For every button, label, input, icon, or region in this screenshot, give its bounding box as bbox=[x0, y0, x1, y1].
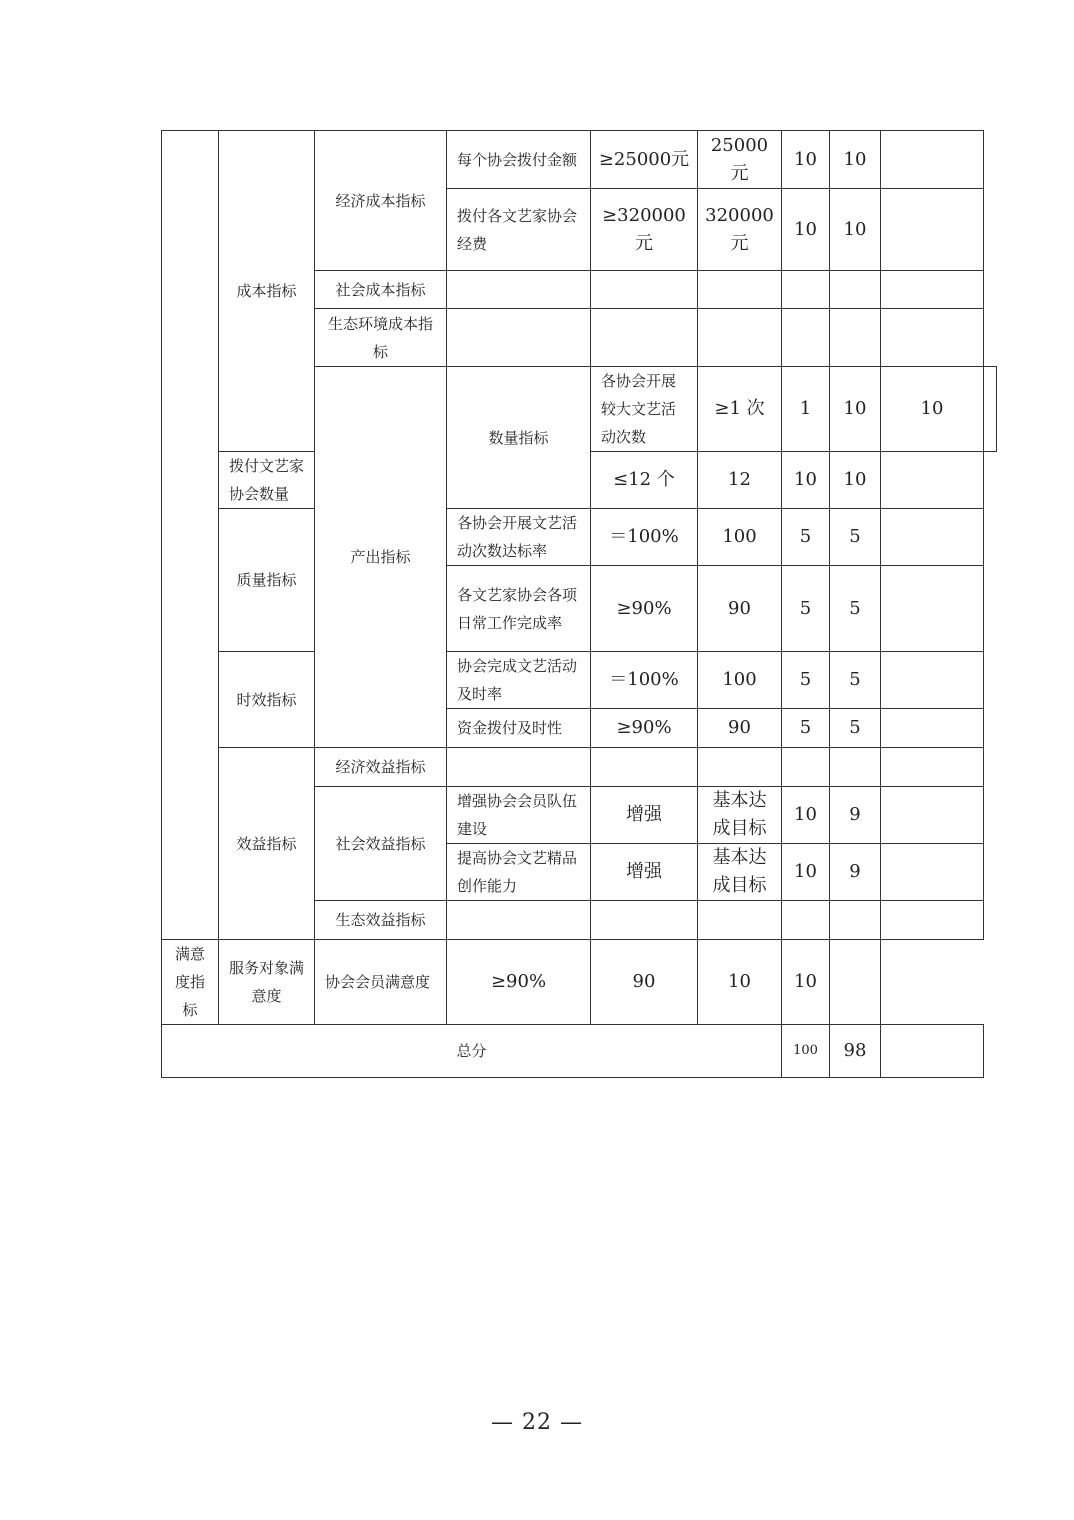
level3-eco-benefit: 生态效益指标 bbox=[315, 901, 447, 940]
actual-value: 90 bbox=[698, 566, 782, 652]
empty-cell bbox=[881, 748, 984, 787]
empty-cell bbox=[782, 309, 830, 367]
actual-value: 1 bbox=[782, 367, 830, 452]
indicator-name: 拨付各文艺家协会经费 bbox=[447, 189, 591, 271]
empty-cell bbox=[591, 748, 698, 787]
weight-value: 10 bbox=[782, 452, 830, 509]
empty-cell bbox=[881, 309, 984, 367]
remark-cell bbox=[881, 652, 984, 709]
weight-value: 5 bbox=[782, 509, 830, 566]
weight-value: 5 bbox=[782, 652, 830, 709]
indicator-name: 资金拨付及时性 bbox=[447, 709, 591, 748]
actual-value: 100 bbox=[698, 652, 782, 709]
target-value: ＝100% bbox=[591, 509, 698, 566]
score-value: 9 bbox=[830, 844, 881, 901]
empty-cell bbox=[782, 901, 830, 940]
weight-value: 10 bbox=[782, 131, 830, 189]
score-value: 5 bbox=[830, 566, 881, 652]
empty-cell bbox=[698, 309, 782, 367]
target-value: ≥25000元 bbox=[591, 131, 698, 189]
empty-cell bbox=[591, 271, 698, 309]
score-value: 10 bbox=[881, 367, 984, 452]
target-value: ≥1 次 bbox=[698, 367, 782, 452]
remark-cell bbox=[881, 709, 984, 748]
level2-satisfaction: 满意度指标 bbox=[162, 940, 219, 1025]
indicator-name: 协会会员满意度 bbox=[315, 940, 447, 1025]
indicator-name: 协会完成文艺活动及时率 bbox=[447, 652, 591, 709]
level3-timeliness: 时效指标 bbox=[219, 652, 315, 748]
empty-cell bbox=[782, 748, 830, 787]
remark-cell bbox=[881, 452, 984, 509]
actual-value: 25000元 bbox=[698, 131, 782, 189]
empty-cell bbox=[830, 271, 881, 309]
indicator-name: 拨付文艺家协会数量 bbox=[219, 452, 315, 509]
indicator-name: 各协会开展文艺活动次数达标率 bbox=[447, 509, 591, 566]
actual-value: 320000元 bbox=[698, 189, 782, 271]
empty-cell bbox=[830, 748, 881, 787]
target-value: ≥320000元 bbox=[591, 189, 698, 271]
empty-cell bbox=[698, 901, 782, 940]
level3-quantity: 数量指标 bbox=[447, 367, 591, 509]
weight-value: 10 bbox=[782, 844, 830, 901]
actual-value: 基本达成目标 bbox=[698, 787, 782, 844]
empty-cell bbox=[591, 901, 698, 940]
remark-cell bbox=[881, 566, 984, 652]
level2-benefit: 效益指标 bbox=[219, 748, 315, 940]
target-value: ≥90% bbox=[447, 940, 591, 1025]
empty-cell bbox=[698, 271, 782, 309]
total-weight: 100 bbox=[782, 1025, 830, 1078]
weight-value: 10 bbox=[782, 787, 830, 844]
empty-cell bbox=[591, 309, 698, 367]
weight-value: 10 bbox=[782, 189, 830, 271]
target-value: 增强 bbox=[591, 787, 698, 844]
indicator-name: 各文艺家协会各项日常工作完成率 bbox=[447, 566, 591, 652]
remark-cell bbox=[881, 1025, 984, 1078]
level3-econ-benefit: 经济效益指标 bbox=[315, 748, 447, 787]
level3-service-satisfaction: 服务对象满意度 bbox=[219, 940, 315, 1025]
level3-social-benefit: 社会效益指标 bbox=[315, 787, 447, 901]
remark-cell bbox=[881, 189, 984, 271]
actual-value: 12 bbox=[698, 452, 782, 509]
level3-eco-cost: 生态环境成本指标 bbox=[315, 309, 447, 367]
level2-cost: 成本指标 bbox=[219, 131, 315, 452]
score-value: 5 bbox=[830, 509, 881, 566]
empty-cell bbox=[447, 309, 591, 367]
indicator-name: 增强协会会员队伍建设 bbox=[447, 787, 591, 844]
level3-econ-cost: 经济成本指标 bbox=[315, 131, 447, 271]
empty-cell bbox=[447, 901, 591, 940]
weight-value: 5 bbox=[782, 709, 830, 748]
score-value: 10 bbox=[830, 452, 881, 509]
indicator-name: 各协会开展较大文艺活动次数 bbox=[591, 367, 698, 452]
score-value: 10 bbox=[830, 131, 881, 189]
total-score: 98 bbox=[830, 1025, 881, 1078]
empty-cell bbox=[447, 271, 591, 309]
empty-cell bbox=[881, 271, 984, 309]
target-value: ≥90% bbox=[591, 566, 698, 652]
score-value: 9 bbox=[830, 787, 881, 844]
performance-table bbox=[161, 130, 997, 1078]
score-value: 10 bbox=[830, 189, 881, 271]
indicator-name: 提高协会文艺精品创作能力 bbox=[447, 844, 591, 901]
score-value: 5 bbox=[830, 709, 881, 748]
score-value: 5 bbox=[830, 652, 881, 709]
remark-cell bbox=[830, 940, 881, 1025]
empty-cell bbox=[698, 748, 782, 787]
level1-empty-cell bbox=[162, 131, 219, 940]
actual-value: 基本达成目标 bbox=[698, 844, 782, 901]
weight-value: 10 bbox=[830, 367, 881, 452]
empty-cell bbox=[830, 309, 881, 367]
empty-cell bbox=[447, 748, 591, 787]
target-value: ≤12 个 bbox=[591, 452, 698, 509]
level3-quality: 质量指标 bbox=[219, 509, 315, 652]
remark-cell bbox=[881, 787, 984, 844]
remark-cell bbox=[881, 509, 984, 566]
remark-cell bbox=[984, 367, 997, 452]
remark-cell bbox=[881, 844, 984, 901]
level2-output: 产出指标 bbox=[315, 367, 447, 748]
weight-value: 5 bbox=[782, 566, 830, 652]
actual-value: 90 bbox=[698, 709, 782, 748]
remark-cell bbox=[881, 131, 984, 189]
empty-cell bbox=[830, 901, 881, 940]
indicator-name: 每个协会拨付金额 bbox=[447, 131, 591, 189]
weight-value: 10 bbox=[698, 940, 782, 1025]
total-label: 总分 bbox=[162, 1025, 782, 1078]
empty-cell bbox=[881, 901, 984, 940]
empty-cell bbox=[782, 271, 830, 309]
target-value: ＝100% bbox=[591, 652, 698, 709]
page-number: — 22 — bbox=[491, 1410, 583, 1435]
actual-value: 100 bbox=[698, 509, 782, 566]
actual-value: 90 bbox=[591, 940, 698, 1025]
target-value: ≥90% bbox=[591, 709, 698, 748]
score-value: 10 bbox=[782, 940, 830, 1025]
target-value: 增强 bbox=[591, 844, 698, 901]
level3-social-cost: 社会成本指标 bbox=[315, 271, 447, 309]
